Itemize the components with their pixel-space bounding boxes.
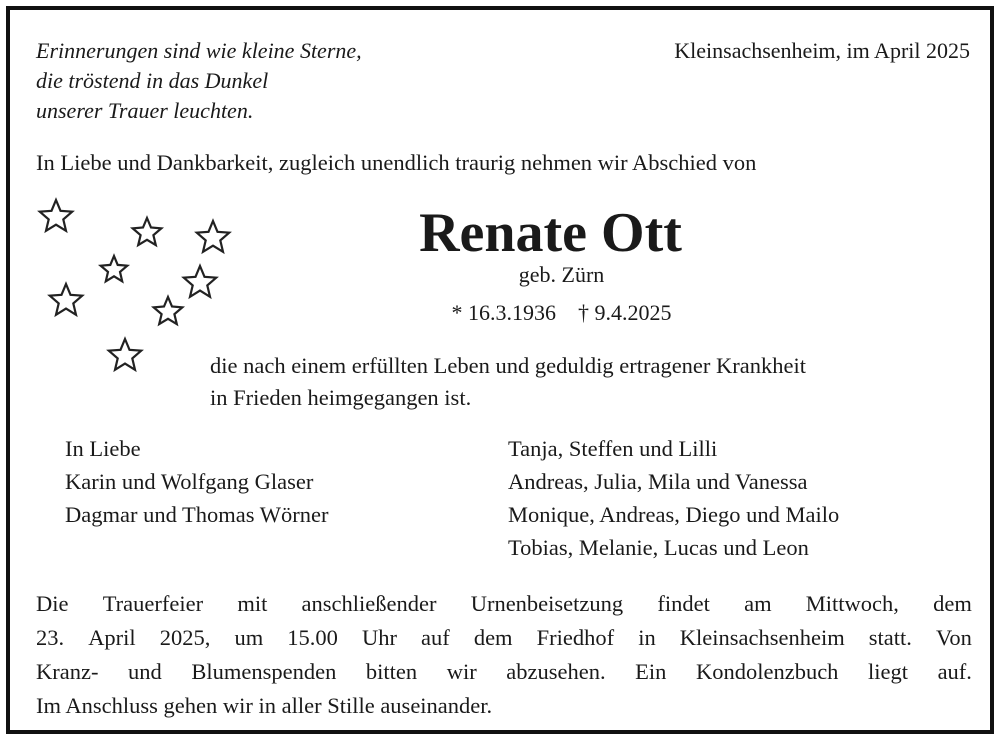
mourners-right (508, 432, 839, 564)
funeral-word: April (88, 625, 136, 650)
funeral-word: abzusehen. (506, 659, 606, 684)
mourners-left (65, 432, 328, 531)
funeral-word: anschließender (301, 591, 437, 616)
funeral-word: bitten (365, 659, 418, 684)
quote-line: Erinnerungen sind wie kleine Sterne, (36, 38, 362, 63)
funeral-word: wir (446, 659, 477, 684)
birth-date: * 16.3.1936 (451, 300, 556, 325)
funeral-word: Uhr (361, 625, 397, 650)
obituary-frame (6, 6, 994, 734)
mourner-line: Monique, Andreas, Diego und Mailo (508, 502, 840, 527)
mourner-line: Karin und Wolfgang Glaser (65, 469, 314, 494)
funeral-word: Trauerfeier (102, 591, 204, 616)
mourner-line: In Liebe (65, 436, 141, 461)
mourner-line: Dagmar und Thomas Wörner (65, 502, 329, 527)
funeral-word: liegt (868, 659, 908, 684)
description-line: in Frieden heimgegangen ist. (210, 385, 472, 410)
funeral-word: 2025, (159, 625, 211, 650)
death-date: † 9.4.2025 (578, 300, 672, 325)
birth-name: geb. Zürn (518, 262, 605, 287)
mourner-line: Andreas, Julia, Mila und Vanessa (508, 469, 808, 494)
mourner-line: Tanja, Steffen und Lilli (508, 436, 718, 461)
quote (36, 36, 362, 126)
funeral-line (36, 621, 972, 655)
funeral-notice (36, 587, 972, 723)
funeral-word: Mittwoch, (805, 591, 899, 616)
funeral-line (36, 587, 972, 621)
funeral-word: dem (933, 591, 972, 616)
funeral-word: in (638, 625, 656, 650)
mourner-line: Tobias, Melanie, Lucas und Leon (508, 535, 809, 560)
funeral-word: statt. (868, 625, 912, 650)
funeral-word: und (128, 659, 162, 684)
funeral-word: Kondolenzbuch (695, 659, 839, 684)
funeral-word: 23. (36, 625, 65, 650)
funeral-word: auf. (937, 659, 972, 684)
description (210, 350, 806, 414)
funeral-word: auf (421, 625, 450, 650)
funeral-line (36, 655, 972, 689)
funeral-word: findet (657, 591, 710, 616)
life-dates (10, 298, 998, 328)
funeral-word: Ein (635, 659, 667, 684)
funeral-line: Im Anschluss gehen wir in aller Stille auseinander. (36, 693, 493, 718)
funeral-word: Von (935, 625, 972, 650)
funeral-word: am (744, 591, 772, 616)
funeral-word: Kleinsachsenheim (679, 625, 845, 650)
star-icon (109, 339, 141, 370)
funeral-word: Kranz- (36, 659, 99, 684)
description-line: die nach einem erfüllten Leben und geduldig ertragener Krankheit (210, 353, 806, 378)
funeral-word: Urnenbeisetzung (470, 591, 624, 616)
funeral-word: um (234, 625, 264, 650)
funeral-word: dem (473, 625, 513, 650)
intro-text: In Liebe und Dankbarkeit, zugleich unendlich traurig nehmen wir Abschied von (36, 150, 757, 175)
funeral-word: Blumenspenden (191, 659, 337, 684)
place-date: Kleinsachsenheim, im April 2025 (674, 38, 970, 63)
funeral-word: mit (237, 591, 268, 616)
funeral-word: Friedhof (536, 625, 615, 650)
deceased-name: Renate Ott (419, 202, 682, 264)
funeral-word: Die (36, 591, 69, 616)
quote-line: die tröstend in das Dunkel (36, 68, 269, 93)
funeral-word: 15.00 (287, 625, 338, 650)
quote-line: unserer Trauer leuchten. (36, 98, 254, 123)
